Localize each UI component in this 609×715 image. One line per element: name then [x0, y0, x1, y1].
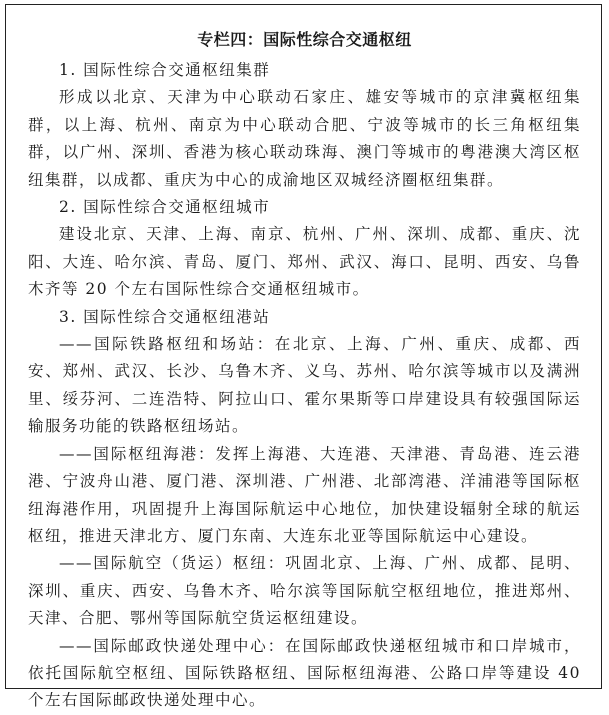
section-1-heading: 1. 国际性综合交通枢纽集群 [59, 61, 271, 79]
page-title: 专栏四：国际性综合交通枢纽 [197, 30, 412, 49]
column-box [5, 4, 602, 710]
section-1-body: 形成以北京、天津为中心联动石家庄、雄安等城市的京津冀枢纽集群，以上海、杭州、南京为中心联动合肥、宁波等城市的长三角枢纽集群，以广州、深圳、香港为核心联动珠海、澳门等城市的粤港澳大湾区枢纽集群，以成都、重庆为中心的成渝地区双城经济圈枢纽集群。 [28, 88, 581, 189]
item-railway-hubs: ——国际铁路枢纽和场站：在北京、上海、广州、重庆、成都、西安、郑州、武汉、长沙、乌鲁木齐、义乌、苏州、哈尔滨等城市以及满洲里、绥芬河、二连浩特、阿拉山口、霍尔果斯等口岸建设具有较强国际运输服务功能的铁路枢纽场站。 [28, 335, 581, 436]
item-seaport-hubs: ——国际枢纽海港：发挥上海港、大连港、天津港、青岛港、连云港港、宁波舟山港、厦门港、深圳港、广州港、北部湾港、洋浦港等国际枢纽海港作用，巩固提升上海国际航运中心地位，加快建设辐射全球的航运枢纽，推进天津北方、厦门东南、大连东北亚等国际航运中心建设。 [28, 444, 581, 545]
item-postal-express-centers: ——国际邮政快递处理中心：在国际邮政快递枢纽城市和口岸城市，依托国际航空枢纽、国际铁路枢纽、国际枢纽海港、公路口岸等建设 40 个左右国际邮政快递处理中心。 [28, 636, 581, 710]
section-3-heading: 3. 国际性综合交通枢纽港站 [59, 307, 271, 326]
item-aviation-hubs: ——国际航空（货运）枢纽：巩固北京、上海、广州、成都、昆明、深圳、重庆、西安、乌鲁木齐、哈尔滨等国际航空枢纽地位，推进郑州、天津、合肥、鄂州等国际航空货运枢纽建设。 [28, 554, 581, 628]
section-2-heading: 2. 国际性综合交通枢纽城市 [59, 198, 271, 217]
section-2-body: 建设北京、天津、上海、南京、杭州、广州、深圳、成都、重庆、沈阳、大连、哈尔滨、青岛、厦门、郑州、武汉、海口、昆明、西安、乌鲁木齐等 20 个左右国际性综合交通枢纽城市。 [28, 225, 581, 299]
